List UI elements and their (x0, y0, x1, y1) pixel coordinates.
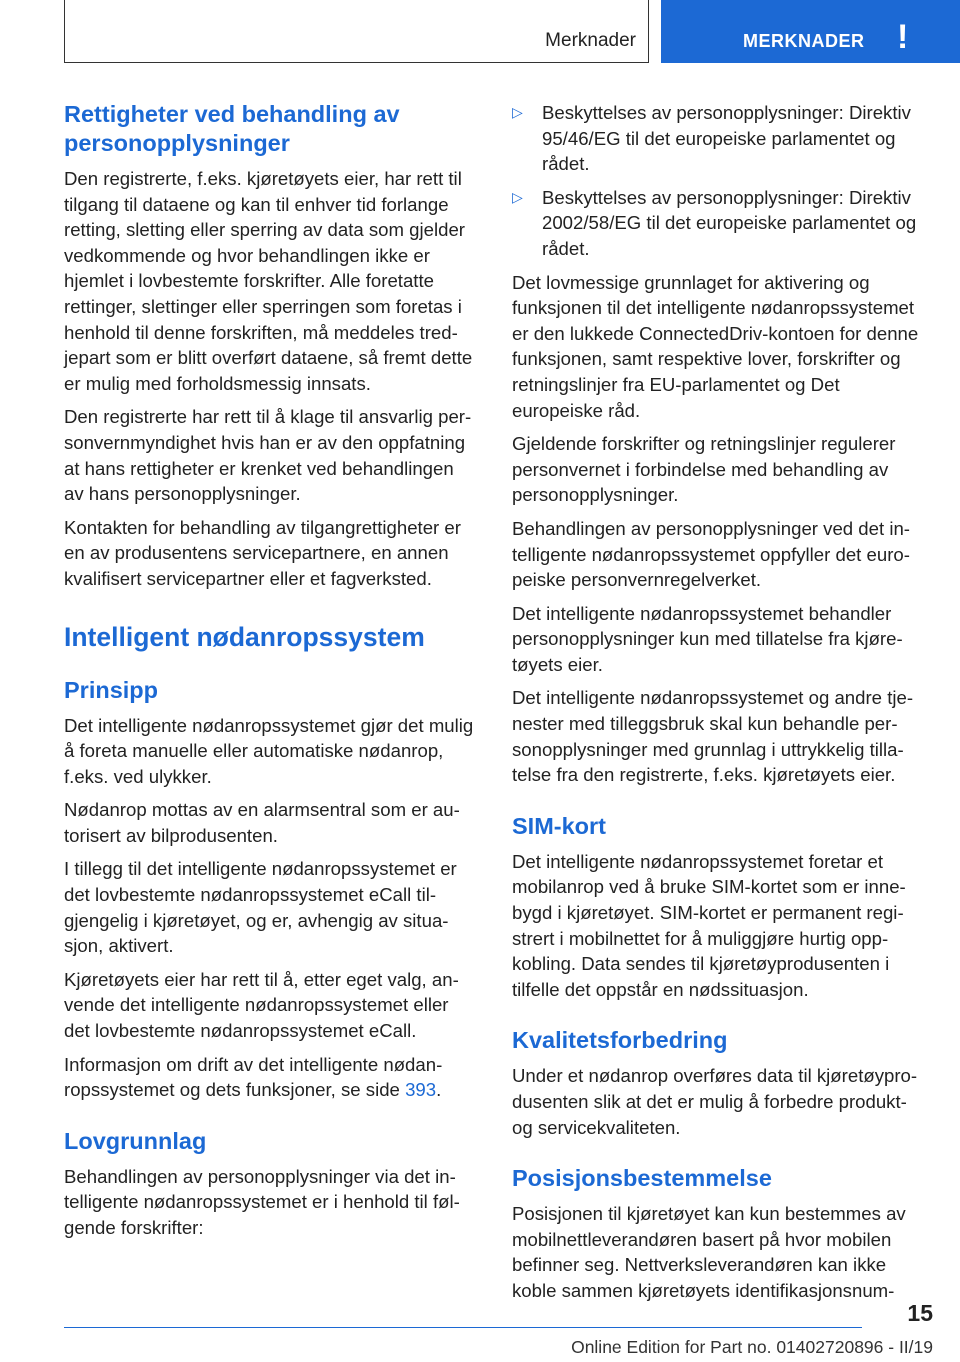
header-tab (661, 0, 960, 63)
footer-divider (64, 1327, 862, 1328)
legal-paragraph-1: Behandlingen av personopplysninger via det intelligente nødanropssystemet er i henhold til følgende forskrifter: (64, 1165, 460, 1238)
rights-heading: Rettigheter ved behandling av personopplysninger (64, 101, 400, 156)
rights-paragraph-3: Kontakten for behandling av tilgangrettigheter er en av produsentens servicepartnere, en annen kvalifisert servicepartner eller et fagverksted. (64, 516, 461, 589)
header-section-box (64, 0, 649, 63)
sim-heading: SIM-kort (512, 812, 606, 839)
principle-paragraph-5-text: Informasjon om drift av det intelligente nødanropssystemet og dets funksjoner, se side (64, 1053, 443, 1101)
principle-heading: Prinsipp (64, 676, 159, 703)
rights-paragraph-1: Den registrerte, f.eks. kjøretøyets eier, har rett til tilgang til dataene og kan til enhver tid forlange retting, sletting eller sperring av data som gjelder vedkommende og hvor behandlingen ikke er hjemlet i lovbestemte forskrifter. Alle foretatte rettinger, slettinger eller sperringen som foretas i henhold til denne forskriften, må meddeles tredjepart som er blitt overført dataene, så fremt dette er mulig med forholdsmessig innsats. (64, 168, 473, 394)
rights-paragraph-2: Den registrerte har rett til å klage til ansvarlig personvernmyndighet hvis han er av den oppfatning at hans rettigheter er krenket ved behandlingen av hans personopplysninger. (64, 406, 472, 505)
principle-paragraph-5 (64, 1052, 478, 1103)
legal-paragraph-2: Det lovmessige grunnlaget for aktivering og funksjonen til det intelligente nødanropssystemet er den lukkede ConnectedDriv-kontoen for denne funksjonen, samt respektive lover, forskrifter og retningslinjer fra EU-parlamentet og Det europeiske råd. (512, 271, 919, 421)
left-column (64, 100, 478, 1249)
list-item-text: Beskyttelses av personopplysninger: Direktiv 2002/58/EG til det europeiske parlamentet og rådet. (542, 186, 917, 259)
legal-paragraph-5: Det intelligente nødanropssystemet behandler personopplysninger kun med tillatelse fra kjøretøyets eier. (512, 602, 903, 675)
position-paragraph-1: Posisjonen til kjøretøyet kan kun bestemmes av mobilnettleverandøren basert på hvor mobilen befinner seg. Nettverksleverandøren kan ikke koble sammen kjøretøyets identifikasjonsnum- (512, 1203, 906, 1301)
sim-paragraph-1: Det intelligente nødanropssystemet foretar et mobilanrop ved å bruke SIM-kortet som er innebygd i kjøretøyet. SIM-kortet er permanent registrert i mobilnettet for å muliggjøre hurtig oppkobling. Data sendes til kjøretøyprodusenten i tilfelle det oppstår en nødssituasjon. (512, 850, 906, 1000)
page-reference-link[interactable]: 393 (405, 1079, 437, 1101)
edition-footer: Online Edition for Part no. 01402720896 - II/19 (571, 1337, 933, 1357)
legal-paragraph-3: Gjeldende forskrifter og retningslinjer regulerer personvernet i forbindelse med behandling av personopplysninger. (512, 433, 896, 506)
list-item (512, 100, 932, 177)
legal-paragraph-6: Det intelligente nødanropssystemet og andre tjenester med tilleggsbruk skal kun behandle personopplysninger med grunnlag i uttrykkelig tillatelse fra den registrerte, f.eks. kjøretøyets eier. (512, 687, 914, 786)
principle-paragraph-2: Nødanrop mottas av en alarmsentral som er autorisert av bilprodusenten. (64, 799, 460, 846)
legal-paragraph-4: Behandlingen av personopplysninger ved det intelligente nødanropssystemet oppfyller det europeiske personvernregelverket. (512, 517, 910, 591)
triangle-bullet-icon: ▷ (512, 188, 523, 205)
list-item-text: Beskyttelses av personopplysninger: Direktiv 95/46/EG til det europeiske parlamentet og rådet. (542, 102, 911, 175)
header-tab-label: MERKNADER (743, 31, 865, 51)
principle-paragraph-3: I tillegg til det intelligente nødanropssystemet er det lovbestemte nødanropssystemet eCall tilgjengelig i kjøretøyet, og er, avhengig av situasjon, aktivert. (64, 858, 457, 957)
list-item (512, 185, 932, 262)
legal-heading: Lovgrunnlag (64, 1127, 207, 1154)
principle-paragraph-5-end: . (436, 1079, 442, 1101)
quality-paragraph-1: Under et nødanrop overføres data til kjøretøyprodusenten slik at det er mulig å forbedre produkt- og servicekvaliteten. (512, 1065, 918, 1138)
exclamation-icon: ! (897, 18, 909, 56)
system-heading: Intelligent nødanropssystem (64, 621, 425, 652)
right-column (512, 100, 932, 1312)
header-section-title: Merknader (545, 30, 636, 51)
position-heading: Posisjonsbestemmelse (512, 1165, 772, 1192)
directive-list (512, 100, 932, 262)
page-number: 15 (907, 1300, 933, 1326)
triangle-bullet-icon: ▷ (512, 104, 523, 120)
principle-paragraph-4: Kjøretøyets eier har rett til å, etter eget valg, anvende det intelligente nødanropssystemet eller det lovbestemte nødanropssystemet eCall. (64, 968, 459, 1042)
principle-paragraph-1: Det intelligente nødanropssystemet gjør det mulig å foreta manuelle eller automatiske nødanrop, f.eks. ved ulykker. (64, 714, 474, 787)
quality-heading: Kvalitetsforbedring (512, 1027, 728, 1054)
